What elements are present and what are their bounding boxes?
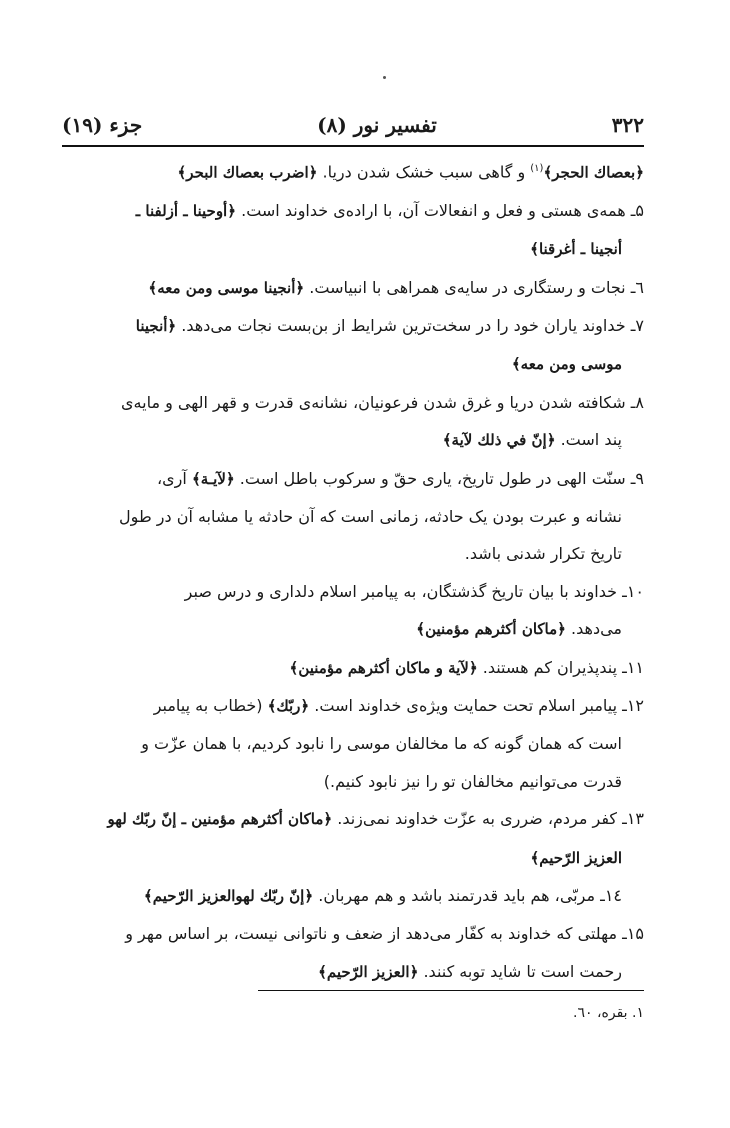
line-text: می‌دهد.: [565, 619, 622, 639]
text-line: [62, 573, 644, 610]
text-line: [62, 345, 644, 383]
quran-quote: ﴿بعصاك الحجر﴾: [543, 163, 644, 182]
line-text: ۹ـ سنّت الهی در طول تاریخ، یاری حقّ و سرکوب باطل است.: [234, 468, 644, 488]
quran-quote: ﴿إنّ في ذلك لآية﴾: [442, 431, 556, 450]
quran-quote: ﴿ماكان أكثرهم مؤمنين﴾: [416, 620, 566, 639]
quran-quote: موسى ومن معه﴾: [511, 355, 622, 374]
text-line: [62, 192, 644, 230]
line-text: پند است.: [555, 430, 622, 450]
text-line: [62, 269, 644, 307]
text-line: [62, 460, 644, 498]
text-line: [62, 953, 644, 991]
line-text: نشانه و عبرت بودن یک حادثه، زمانی است که آن حادثه یا مشابه آن در طول: [119, 506, 622, 526]
text-line: [62, 535, 644, 572]
text-line: [62, 421, 644, 459]
line-text: ۱۵ـ مهلتی که خداوند به کفّار می‌دهد از ضعف و ناتوانی نیست، بر اساس مهر و: [125, 924, 644, 944]
text-line: [62, 687, 644, 725]
text-line: [62, 384, 644, 421]
page-mark: [383, 76, 386, 79]
text-line: [62, 725, 644, 762]
quran-quote: ﴿لآيـة﴾: [191, 469, 235, 488]
quran-quote: ﴿العزيز الرّحيم﴾: [318, 962, 419, 981]
text-line: [62, 150, 644, 192]
quran-quote: ﴿أنجينا موسى ومن معه﴾: [148, 278, 305, 297]
line-text: ۱۰ـ خداوند با بیان تاریخ گذشتگان، به پیامبر اسلام دلداری و درس صبر: [184, 581, 644, 601]
line-text: رحمت است تا شاید توبه کنند.: [418, 961, 622, 981]
quran-quote: ﴿ربّك﴾: [267, 697, 310, 716]
quran-quote: ﴿ماكان أكثرهم مؤمنين ـ إنّ ربّك لهو: [107, 810, 333, 829]
text-line: [62, 763, 644, 800]
text-line: [62, 610, 644, 648]
text-line: [62, 800, 644, 838]
line-text: ۵ـ همه‌ی هستی و فعل و انفعالات آن، با اراده‌ی خداوند است.: [236, 200, 644, 220]
text-line: [62, 230, 644, 268]
line-text: ۱۱ـ پندپذیران کم هستند.: [477, 657, 644, 677]
text-line: [62, 877, 644, 915]
line-text: ۸ـ شکافته شدن دریا و غرق شدن فرعونیان، نشانه‌ی قدرت و قهر الهی و مایه‌ی: [121, 392, 644, 412]
line-text: (خطاب به پیامبر: [153, 696, 268, 716]
running-header: [62, 108, 644, 142]
line-text: ۷ـ خداوند یاران خود را در سخت‌ترین شرایط از بن‌بست نجات می‌دهد.: [176, 315, 644, 335]
line-text: ۱٤ـ مربّی، هم باید قدرتمند باشد و هم مهربان.: [313, 886, 622, 906]
line-text: قدرت می‌توانیم مخالفان تو را نیز نابود کنیم.): [323, 771, 622, 791]
line-text: ٦ـ نجات و رستگاری در سایه‌ی همراهی با انبیاست.: [304, 277, 644, 297]
footnote-divider: [258, 990, 644, 991]
line-text: است که همان گونه که ما مخالفان موسی را نابود کردیم، با همان عزّت و: [141, 734, 622, 754]
juz-label: جزء (۱۹): [62, 113, 143, 137]
line-text: ۱۳ـ کفر مردم، ضرری به عزّت خداوند نمی‌زند.: [332, 809, 644, 829]
book-title: تفسیر نور (۸): [317, 113, 437, 137]
footnote: ۱. بقره، ٦۰.: [573, 1005, 644, 1021]
quran-quote: ﴿اضرب بعصاك البحر﴾: [177, 163, 318, 182]
line-text: تاریخ تکرار شدنی باشد.: [464, 544, 622, 564]
text-line: [62, 498, 644, 535]
page-number: ۳۲۲: [611, 113, 644, 137]
header-divider: [62, 145, 644, 147]
text-line: [62, 649, 644, 687]
line-text: و گاهی سبب خشک شدن دریا.: [317, 162, 531, 182]
footnote-ref[interactable]: (۱): [530, 163, 544, 174]
quran-quote: أنجينا ـ أغرقنا﴾: [530, 240, 622, 259]
quran-quote: العزيز الرّحيم﴾: [530, 848, 622, 867]
quran-quote: ﴿أوحينا ـ أزلفنا ـ: [135, 201, 237, 220]
text-line: [62, 839, 644, 877]
quran-quote: ﴿إنّ ربّك لهوالعزيز الرّحيم﴾: [143, 887, 314, 906]
line-text: آری،: [156, 468, 192, 488]
quran-quote: ﴿لآية و ماكان أكثرهم مؤمنين﴾: [289, 658, 478, 677]
quran-quote: ﴿أنجينا: [135, 316, 177, 335]
line-text: ۱۲ـ پیامبر اسلام تحت حمایت ویژه‌ی خداوند است.: [309, 696, 644, 716]
text-line: [62, 915, 644, 952]
text-line: [62, 307, 644, 345]
page-body: [62, 150, 644, 991]
